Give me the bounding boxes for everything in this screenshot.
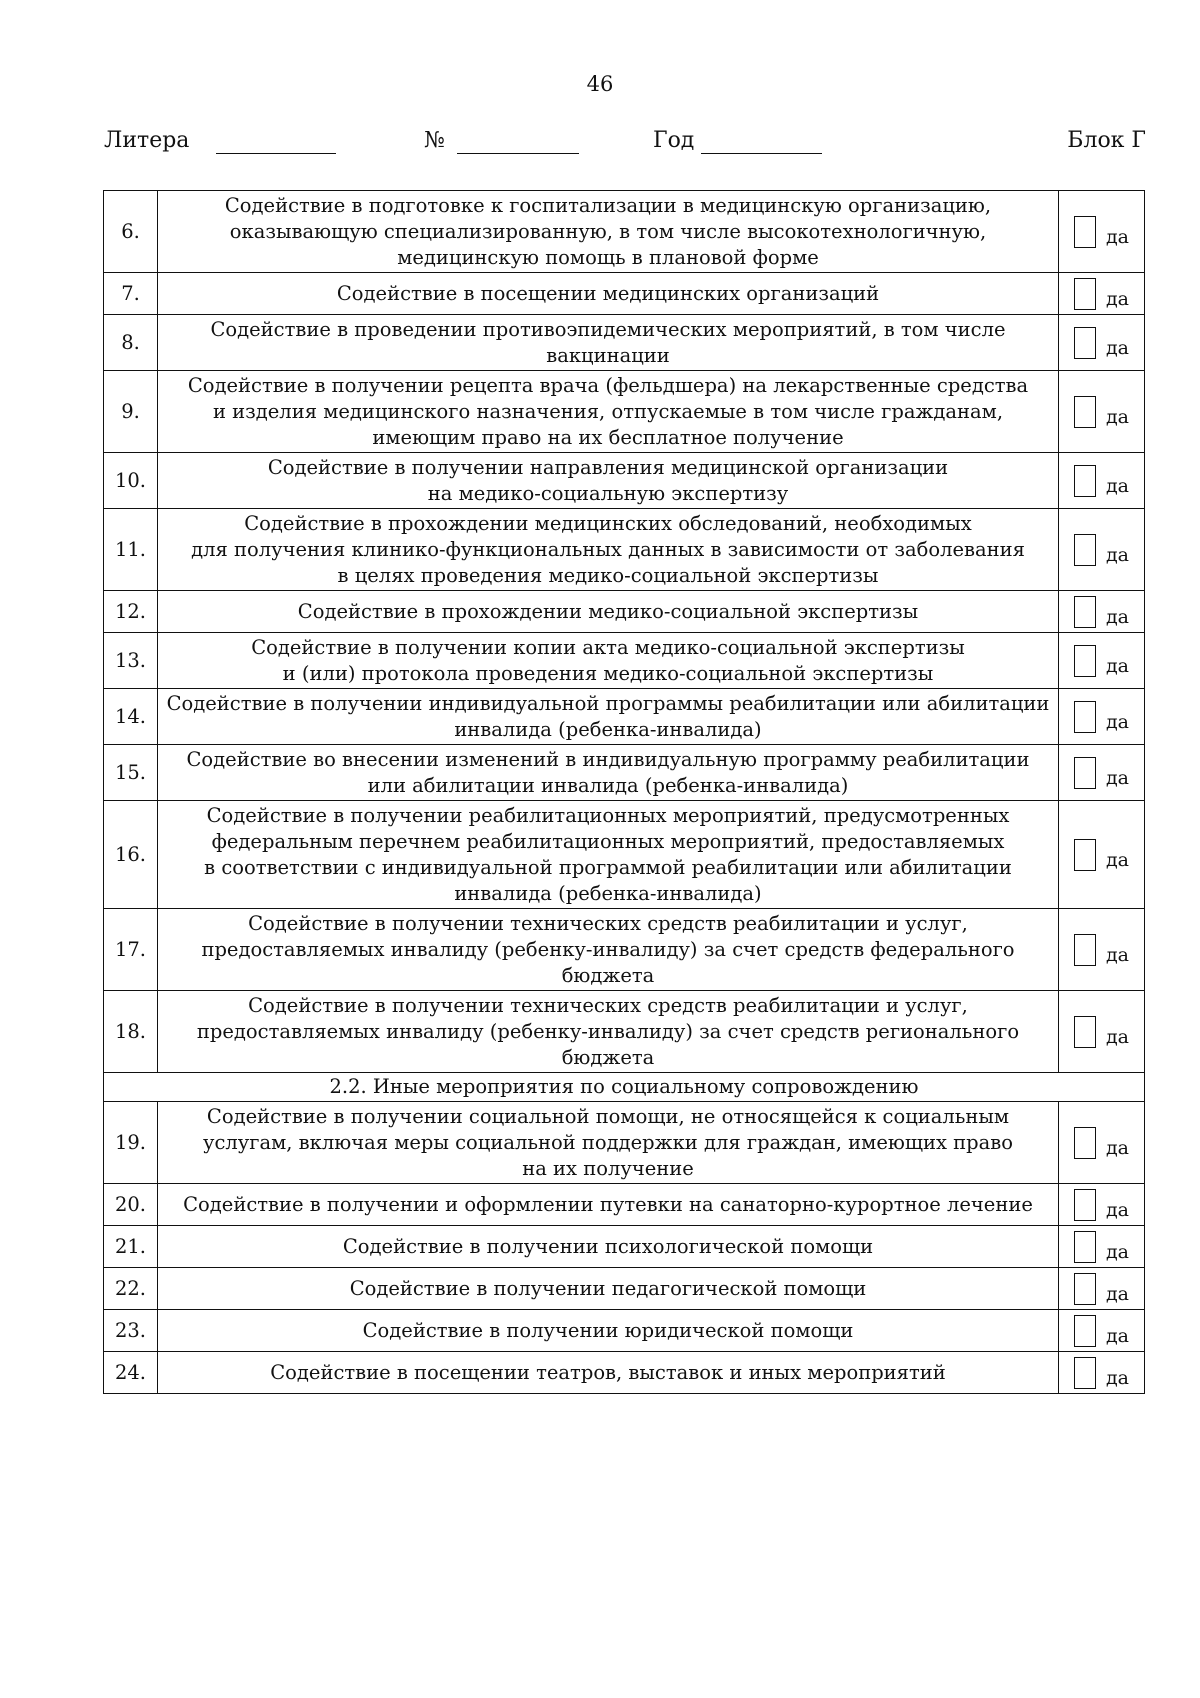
yes-checkbox[interactable] (1074, 1231, 1096, 1263)
description-line: Содействие в прохождении медико-социальной экспертизы (297, 599, 919, 623)
description-line: в целях проведения медико-социальной экспертизы (337, 563, 879, 587)
yes-checkbox[interactable] (1074, 278, 1096, 310)
yes-label: да (1105, 1136, 1130, 1159)
table-row (104, 991, 1145, 1073)
row-number: 19. (104, 1102, 158, 1184)
yes-cell (1059, 801, 1145, 909)
table-row (104, 801, 1145, 909)
year-field[interactable] (701, 153, 822, 154)
row-number: 22. (104, 1268, 158, 1310)
yes-cell (1059, 991, 1145, 1073)
description-line: Содействие в получении технических средств реабилитации и услуг, (248, 911, 968, 935)
description-line: Содействие в получении педагогической помощи (349, 1276, 867, 1300)
row-number: 10. (104, 453, 158, 509)
yes-cell (1059, 191, 1145, 273)
yes-option (1059, 278, 1144, 310)
yes-label: да (1105, 943, 1130, 966)
yes-cell (1059, 315, 1145, 371)
table-row (104, 1352, 1145, 1394)
yes-label: да (1105, 766, 1130, 789)
form-header (104, 128, 1146, 160)
page-number: 46 (586, 72, 614, 96)
yes-cell (1059, 453, 1145, 509)
row-description (158, 273, 1059, 315)
row-description (158, 1310, 1059, 1352)
description-line: и (или) протокола проведения медико-социальной экспертизы (282, 661, 934, 685)
row-description (158, 991, 1059, 1073)
table-row (104, 453, 1145, 509)
table-row (104, 371, 1145, 453)
yes-option (1059, 534, 1144, 566)
yes-option (1059, 596, 1144, 628)
yes-label: да (1105, 1324, 1130, 1347)
yes-checkbox[interactable] (1074, 1357, 1096, 1389)
yes-option (1059, 645, 1144, 677)
description-line: инвалида (ребенка-инвалида) (454, 717, 762, 741)
yes-option (1059, 216, 1144, 248)
litera-field[interactable] (216, 153, 336, 154)
yes-option (1059, 1315, 1144, 1347)
row-description (158, 1268, 1059, 1310)
row-number: 9. (104, 371, 158, 453)
yes-checkbox[interactable] (1074, 1016, 1096, 1048)
yes-label: да (1105, 1198, 1130, 1221)
description-line: или абилитации инвалида (ребенка-инвалида) (367, 773, 849, 797)
row-description (158, 689, 1059, 745)
yes-cell (1059, 1352, 1145, 1394)
description-line: предоставляемых инвалиду (ребенку-инвалиду) за счет средств регионального (196, 1019, 1020, 1043)
row-description (158, 1226, 1059, 1268)
yes-checkbox[interactable] (1074, 934, 1096, 966)
row-description (158, 801, 1059, 909)
yes-checkbox[interactable] (1074, 534, 1096, 566)
row-description (158, 1184, 1059, 1226)
description-line: Содействие в получении реабилитационных мероприятий, предусмотренных (206, 803, 1010, 827)
yes-checkbox[interactable] (1074, 839, 1096, 871)
description-line: Содействие в получении технических средств реабилитации и услуг, (248, 993, 968, 1017)
description-line: медицинскую помощь в плановой форме (397, 245, 819, 269)
yes-label: да (1105, 654, 1130, 677)
description-line: в соответствии с индивидуальной программой реабилитации или абилитации (204, 855, 1012, 879)
yes-label: да (1105, 1366, 1130, 1389)
description-line: Содействие в получении копии акта медико-социальной экспертизы (251, 635, 965, 659)
yes-checkbox[interactable] (1074, 1189, 1096, 1221)
description-line: и изделия медицинского назначения, отпускаемые в том числе гражданам, (212, 399, 1004, 423)
yes-checkbox[interactable] (1074, 1315, 1096, 1347)
yes-checkbox[interactable] (1074, 216, 1096, 248)
row-description (158, 191, 1059, 273)
description-line: на медико-социальную экспертизу (427, 481, 789, 505)
yes-label: да (1105, 605, 1130, 628)
row-number: 13. (104, 633, 158, 689)
yes-option (1059, 757, 1144, 789)
yes-label: да (1105, 710, 1130, 733)
yes-option (1059, 465, 1144, 497)
yes-option (1059, 327, 1144, 359)
table-row (104, 509, 1145, 591)
table-row (104, 1184, 1145, 1226)
description-line: бюджета (561, 1045, 655, 1069)
yes-label: да (1105, 1025, 1130, 1048)
description-line: инвалида (ребенка-инвалида) (454, 881, 762, 905)
block-label: Блок Г (1067, 128, 1146, 153)
description-line: Содействие в получении социальной помощи, не относящейся к социальным (206, 1104, 1010, 1128)
row-description (158, 1352, 1059, 1394)
table-row (104, 315, 1145, 371)
row-description (158, 745, 1059, 801)
table-row (104, 273, 1145, 315)
yes-option (1059, 701, 1144, 733)
description-line: Содействие в получении юридической помощи (362, 1318, 854, 1342)
yes-cell (1059, 1184, 1145, 1226)
number-field[interactable] (457, 153, 579, 154)
yes-checkbox[interactable] (1074, 701, 1096, 733)
table-row (104, 191, 1145, 273)
yes-option (1059, 1231, 1144, 1263)
description-line: Содействие в посещении театров, выставок и иных мероприятий (270, 1360, 946, 1384)
yes-cell (1059, 509, 1145, 591)
description-line: Содействие в получении индивидуальной программы реабилитации или абилитации (166, 691, 1050, 715)
year-label: Год (653, 128, 695, 153)
row-number: 20. (104, 1184, 158, 1226)
description-line: Содействие во внесении изменений в индивидуальную программу реабилитации (186, 747, 1030, 771)
section-header-row (104, 1073, 1145, 1102)
number-label: № (424, 128, 445, 153)
yes-checkbox[interactable] (1074, 596, 1096, 628)
table-row (104, 1310, 1145, 1352)
yes-option (1059, 1127, 1144, 1159)
row-number: 24. (104, 1352, 158, 1394)
yes-cell (1059, 273, 1145, 315)
yes-option (1059, 839, 1144, 871)
row-number: 16. (104, 801, 158, 909)
description-line: услугам, включая меры социальной поддержки для граждан, имеющих право (203, 1130, 1013, 1154)
description-line: бюджета (561, 963, 655, 987)
description-line: предоставляемых инвалиду (ребенку-инвалиду) за счет средств федерального (201, 937, 1015, 961)
section-title: 2.2. Иные мероприятия по социальному сопровождению (104, 1073, 1145, 1102)
row-description (158, 909, 1059, 991)
table-row (104, 1268, 1145, 1310)
row-number: 15. (104, 745, 158, 801)
yes-label: да (1105, 287, 1130, 310)
yes-option (1059, 396, 1144, 428)
row-description (158, 591, 1059, 633)
table-row (104, 591, 1145, 633)
yes-cell (1059, 633, 1145, 689)
description-line: Содействие в получении рецепта врача (фельдшера) на лекарственные средства (187, 373, 1029, 397)
description-line: Содействие в получении направления медицинской организации (267, 455, 949, 479)
yes-label: да (1105, 848, 1130, 871)
description-line: оказывающую специализированную, в том числе высокотехнологичную, (229, 219, 987, 243)
yes-label: да (1105, 1282, 1130, 1305)
row-number: 6. (104, 191, 158, 273)
row-number: 17. (104, 909, 158, 991)
yes-label: да (1105, 405, 1130, 428)
description-line: Содействие в посещении медицинских организаций (336, 281, 880, 305)
yes-cell (1059, 1102, 1145, 1184)
row-number: 14. (104, 689, 158, 745)
table-row (104, 689, 1145, 745)
table-row (104, 633, 1145, 689)
description-line: Содействие в получении и оформлении путевки на санаторно-курортное лечение (183, 1192, 1033, 1216)
yes-option (1059, 934, 1144, 966)
row-number: 11. (104, 509, 158, 591)
yes-checkbox[interactable] (1074, 327, 1096, 359)
table-row (104, 1226, 1145, 1268)
row-description (158, 633, 1059, 689)
yes-cell (1059, 1268, 1145, 1310)
row-number: 7. (104, 273, 158, 315)
yes-label: да (1105, 336, 1130, 359)
description-line: федеральным перечнем реабилитационных мероприятий, предоставляемых (211, 829, 1005, 853)
yes-option (1059, 1357, 1144, 1389)
yes-label: да (1105, 1240, 1130, 1263)
yes-checkbox[interactable] (1074, 465, 1096, 497)
yes-cell (1059, 909, 1145, 991)
yes-option (1059, 1016, 1144, 1048)
description-line: Содействие в подготовке к госпитализации в медицинскую организацию, (224, 193, 992, 217)
row-number: 12. (104, 591, 158, 633)
row-description (158, 315, 1059, 371)
yes-option (1059, 1189, 1144, 1221)
row-number: 21. (104, 1226, 158, 1268)
yes-label: да (1105, 543, 1130, 566)
description-line: Содействие в проведении противоэпидемических мероприятий, в том числе (210, 317, 1006, 341)
row-description (158, 509, 1059, 591)
description-line: вакцинации (546, 343, 670, 367)
description-line: для получения клинико-функциональных данных в зависимости от заболевания (191, 537, 1025, 561)
description-line: Содействие в получении психологической помощи (342, 1234, 874, 1258)
description-line: Содействие в прохождении медицинских обследований, необходимых (244, 511, 972, 535)
row-number: 8. (104, 315, 158, 371)
table-row (104, 1102, 1145, 1184)
table-row (104, 745, 1145, 801)
yes-checkbox[interactable] (1074, 757, 1096, 789)
yes-checkbox[interactable] (1074, 396, 1096, 428)
yes-cell (1059, 689, 1145, 745)
row-number: 23. (104, 1310, 158, 1352)
yes-cell (1059, 1226, 1145, 1268)
yes-label: да (1105, 474, 1130, 497)
description-line: имеющим право на их бесплатное получение (372, 425, 844, 449)
row-description (158, 453, 1059, 509)
row-description (158, 1102, 1059, 1184)
measures-table (103, 190, 1145, 1394)
row-description (158, 371, 1059, 453)
yes-checkbox[interactable] (1074, 1127, 1096, 1159)
yes-checkbox[interactable] (1074, 645, 1096, 677)
yes-cell (1059, 371, 1145, 453)
yes-cell (1059, 591, 1145, 633)
yes-option (1059, 1273, 1144, 1305)
yes-checkbox[interactable] (1074, 1273, 1096, 1305)
yes-cell (1059, 1310, 1145, 1352)
yes-label: да (1105, 225, 1130, 248)
litera-label: Литера (104, 128, 190, 153)
row-number: 18. (104, 991, 158, 1073)
yes-cell (1059, 745, 1145, 801)
description-line: на их получение (522, 1156, 694, 1180)
table-row (104, 909, 1145, 991)
